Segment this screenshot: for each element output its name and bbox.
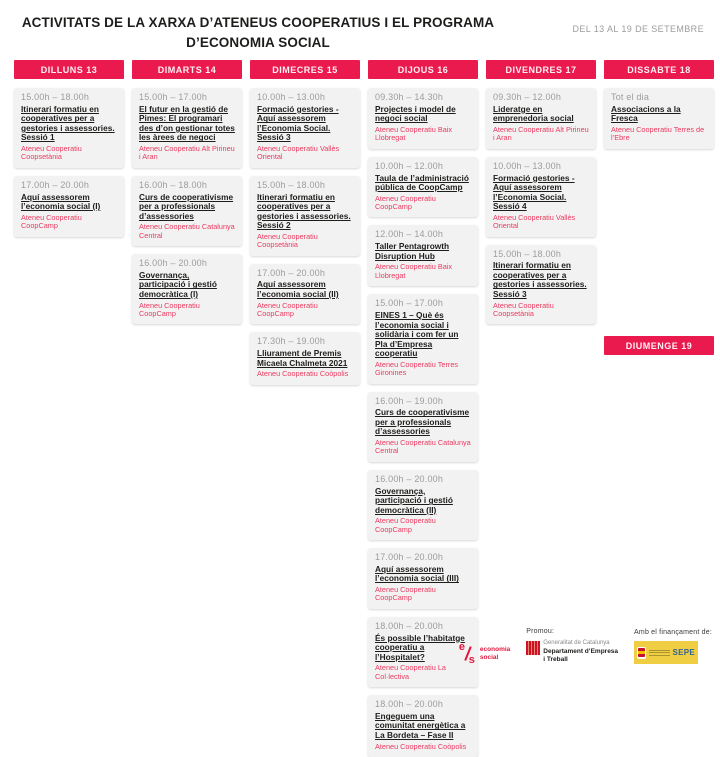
event-title: Lideratge en emprenedoria social xyxy=(493,103,574,124)
day-header: DIMECRES 15 xyxy=(250,60,360,79)
event-organizer: Ateneu Cooperatiu Coopsetània xyxy=(21,144,82,162)
event-card xyxy=(250,88,360,168)
event-title: Itinerari formatiu en cooperatives per a gestories i assessories. Sessió 1 xyxy=(21,103,115,143)
event-organizer: Ateneu Cooperatiu Alt Pirineu i Aran xyxy=(493,124,589,143)
event-list xyxy=(14,88,124,237)
event-time: 16.00h – 19.00h xyxy=(375,395,444,406)
spain-coat-of-arms-shield xyxy=(638,648,645,657)
event-title: Aquí assessorem l’economia social (II) xyxy=(257,279,339,300)
generalitat-senyera-icon xyxy=(526,641,540,655)
event-organizer: Ateneu Cooperatiu Catalunya Central xyxy=(139,222,235,240)
event-organizer: Ateneu Cooperatiu CoopCamp xyxy=(21,212,82,231)
day-header: DILLUNS 13 xyxy=(14,60,124,79)
event-time: 09.30h – 14.30h xyxy=(375,92,444,102)
event-title: Aquí assessorem l’economia social (I) xyxy=(21,191,101,212)
event-card xyxy=(132,176,242,246)
event-time: 15.00h – 17.00h xyxy=(139,92,208,102)
event-organizer: Ateneu Cooperatiu La Col·lectiva xyxy=(375,663,446,681)
event-time: 16.00h – 18.00h xyxy=(139,179,208,190)
event-title: EINES 1 – Què és l’economia social i solidària i com fer un Pla d’Empresa cooperatiu xyxy=(375,310,459,359)
sepe-smallprint-lines xyxy=(649,650,669,656)
event-time: 12.00h – 14.00h xyxy=(375,229,444,240)
event-organizer: Ateneu Cooperatiu CoopCamp xyxy=(375,585,436,603)
event-organizer: Ateneu Cooperatiu Coòpolis xyxy=(257,369,349,379)
spain-coat-of-arms-icon xyxy=(637,647,646,659)
event-title: Aquí assessorem l’economia social (III) xyxy=(375,563,459,584)
event-time: 18.00h – 20.00h xyxy=(375,620,444,631)
financament-logo-group xyxy=(634,629,712,664)
event-time: Tot el dia xyxy=(611,92,650,102)
event-card xyxy=(14,176,124,237)
event-time: 18.00h – 20.00h xyxy=(375,699,444,710)
event-organizer: Ateneu Cooperatiu Catalunya Central xyxy=(375,438,471,456)
event-organizer: Ateneu Cooperatiu Coopsetània xyxy=(257,231,318,250)
sepe-wordmark: SEPE xyxy=(672,648,696,657)
event-organizer: Ateneu Cooperatiu Coòpolis xyxy=(375,741,467,751)
event-organizer: Ateneu Cooperatiu Baix Llobregat xyxy=(375,124,453,143)
event-title: Taller Pentagrowth Disruption Hub xyxy=(375,241,450,261)
event-card xyxy=(486,245,596,325)
event-title: Projectes i model de negoci social xyxy=(375,103,456,124)
event-card xyxy=(250,264,360,325)
event-title: Taula de l’administració pública de CoopCamp xyxy=(375,172,469,193)
event-card xyxy=(368,157,478,218)
economia-social-logo xyxy=(458,641,511,666)
generalitat-line2: Departament d’Empresa xyxy=(543,647,619,655)
event-card xyxy=(368,392,478,462)
economia-social-icon-s: s xyxy=(468,654,475,666)
event-card xyxy=(250,332,360,384)
event-title: Formació gestories - Aquí assessorem l’Economia Social. Sessió 4 xyxy=(493,172,575,212)
footer xyxy=(459,628,712,664)
event-title: Formació gestories - Aquí assessorem l’Economia Social. Sessió 3 xyxy=(257,103,339,143)
event-card xyxy=(368,88,478,149)
event-card xyxy=(132,254,242,324)
event-organizer: Ateneu Cooperatiu CoopCamp xyxy=(375,193,436,212)
event-organizer: Ateneu Cooperatiu Terres de l’Ebre xyxy=(611,124,705,143)
event-time: 15.00h – 17.00h xyxy=(375,298,444,309)
event-time: 09.30h – 12.00h xyxy=(493,92,562,102)
generalitat-line1: Generalitat de Catalunya xyxy=(543,640,610,647)
promou-label: Promou: xyxy=(526,628,555,636)
event-card xyxy=(368,695,478,757)
event-card xyxy=(250,176,360,256)
economia-social-wordmark xyxy=(480,646,510,662)
economia-social-logo-group xyxy=(458,641,511,666)
generalitat-logo xyxy=(526,640,618,664)
economia-social-icon-e: e xyxy=(458,641,466,653)
event-title: Lliurament de Premis Micaela Chalmeta 2021 xyxy=(257,348,348,368)
event-time: 16.00h – 20.00h xyxy=(139,258,208,269)
event-time: 10.00h – 12.00h xyxy=(375,160,444,171)
event-time: 17.00h – 20.00h xyxy=(375,552,444,563)
event-card xyxy=(486,88,596,149)
event-organizer: Ateneu Cooperatiu Coopsetània xyxy=(493,300,554,318)
event-organizer: Ateneu Cooperatiu Vallès Oriental xyxy=(257,144,340,162)
event-time: 17.00h – 20.00h xyxy=(21,179,90,190)
event-list xyxy=(250,88,360,385)
generalitat-wordmark xyxy=(543,640,618,664)
event-time: 17.30h – 19.00h xyxy=(257,336,326,347)
event-card xyxy=(368,225,478,286)
event-title: Curs de cooperativisme per a professionals d’assessories xyxy=(375,407,470,437)
economia-social-wordmark-line2: social xyxy=(479,653,499,661)
day-column xyxy=(250,60,360,757)
event-list xyxy=(604,88,714,149)
event-card xyxy=(368,548,478,609)
event-title: Itinerari formatiu en cooperatives per a gestories i assessories. Sessió 2 xyxy=(257,191,351,231)
event-card xyxy=(368,470,478,540)
day-header: DIMARTS 14 xyxy=(132,60,242,79)
event-organizer: Ateneu Cooperatiu CoopCamp xyxy=(139,300,200,318)
economia-social-icon xyxy=(458,641,476,666)
event-title: El futur en la gestió de Pimes: El programari des d’on gestionar totes les àrees de negoci xyxy=(139,103,235,143)
day-header-extra: DIUMENGE 19 xyxy=(604,336,714,355)
event-title: Governança, participació i gestió democràtica (II) xyxy=(375,485,453,515)
financament-label: Amb el finançament de: xyxy=(634,629,712,636)
event-title: Governança, participació i gestió democràtica (I) xyxy=(139,269,217,300)
day-header: DIJOUS 16 xyxy=(368,60,478,79)
event-list xyxy=(132,88,242,324)
event-time: 17.00h – 20.00h xyxy=(257,267,326,278)
event-time: 10.00h – 13.00h xyxy=(257,92,326,102)
event-organizer: Ateneu Cooperatiu CoopCamp xyxy=(257,300,318,318)
event-title: Itinerari formatiu en cooperatives per a gestories i assessories. Sessió 3 xyxy=(493,260,587,300)
event-time: 16.00h – 20.00h xyxy=(375,473,444,484)
event-organizer: Ateneu Cooperatiu Terres Gironines xyxy=(375,359,459,378)
event-list xyxy=(486,88,596,324)
event-title: Engeguem una comunitat energètica a La Bordeta – Fase II xyxy=(375,710,466,741)
page-header xyxy=(0,0,720,50)
event-organizer: Ateneu Cooperatiu Baix Llobregat xyxy=(375,262,453,280)
day-header: DIVENDRES 17 xyxy=(486,60,596,79)
sepe-logo xyxy=(634,641,698,664)
event-time: 10.00h – 13.00h xyxy=(493,160,562,171)
event-card xyxy=(368,294,478,383)
event-organizer: Ateneu Cooperatiu Vallès Oriental xyxy=(493,212,576,231)
event-title: És possible l’habitatge cooperatiu a l’Hospitalet? xyxy=(375,632,465,662)
event-time: 15.00h – 18.00h xyxy=(21,92,90,102)
promou-logo-group xyxy=(526,628,618,664)
event-title: Curs de cooperativisme per a professionals d’assessories xyxy=(139,191,234,221)
day-column xyxy=(132,60,242,757)
event-time: 15.00h – 18.00h xyxy=(257,179,326,190)
day-column xyxy=(14,60,124,757)
page-title: ACTIVITATS DE LA XARXA D’ATENEUS COOPERATIUS I EL PROGRAMA D’ECONOMIA SOCIAL xyxy=(21,15,495,50)
event-card xyxy=(14,88,124,168)
event-card xyxy=(486,157,596,237)
generalitat-line3: i Treball xyxy=(543,655,568,663)
event-organizer: Ateneu Cooperatiu Alt Pirineu i Aran xyxy=(139,144,235,162)
day-header: DISSABTE 18 xyxy=(604,60,714,79)
event-card xyxy=(604,88,714,149)
event-title: Associacions a la Fresca xyxy=(611,103,681,124)
date-range: DEL 13 AL 19 DE SETEMBRE xyxy=(572,24,704,34)
event-organizer: Ateneu Cooperatiu CoopCamp xyxy=(375,516,436,534)
economia-social-wordmark-line1: economia xyxy=(479,645,511,653)
event-time: 15.00h – 18.00h xyxy=(493,248,562,259)
event-card xyxy=(132,88,242,168)
